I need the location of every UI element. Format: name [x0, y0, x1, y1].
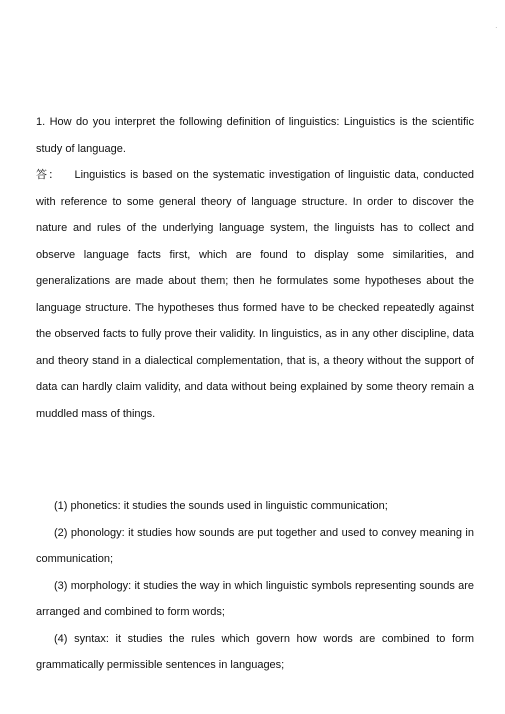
list-item: (2) phonology: it studies how sounds are put together and used to convey meaning in communication;: [36, 526, 474, 565]
answer-paragraph: [36, 162, 474, 427]
answer-label: 答：: [36, 169, 61, 181]
list-item: (4) syntax: it studies the rules which govern how words are combined to form grammatically permissible sentences in languages;: [36, 632, 474, 671]
question-paragraph: 1. How do you interpret the following definition of linguistics: Linguistics is the scientific study of language.: [36, 116, 474, 155]
section-spacer: [36, 427, 474, 493]
corner-mark: .: [495, 24, 497, 30]
answer-text: Linguistics is based on the systematic investigation of linguistic data, conducted with reference to some general theory of language structure. In order to discover the nature and rules of the underlying language system, the linguists has to collect and observe language facts first, which are found to display some similarities, and generalizations are made about them; then he formulates some hypotheses about the language structure. The hypotheses thus formed have to be checked repeatedly against the observed facts to fully prove their validity. In linguistics, as in any other discipline, data and theory stand in a dialectical complementation, that is, a theory without the support of data can hardly claim validity, and data without being explained by some theory remain a muddled mass of things.: [36, 169, 474, 420]
list-item: (3) morphology: it studies the way in which linguistic symbols representing sounds are arranged and combined to form words;: [36, 579, 474, 618]
document-body: [36, 109, 474, 679]
list-item: (1) phonetics: it studies the sounds used in linguistic communication;: [54, 500, 388, 512]
